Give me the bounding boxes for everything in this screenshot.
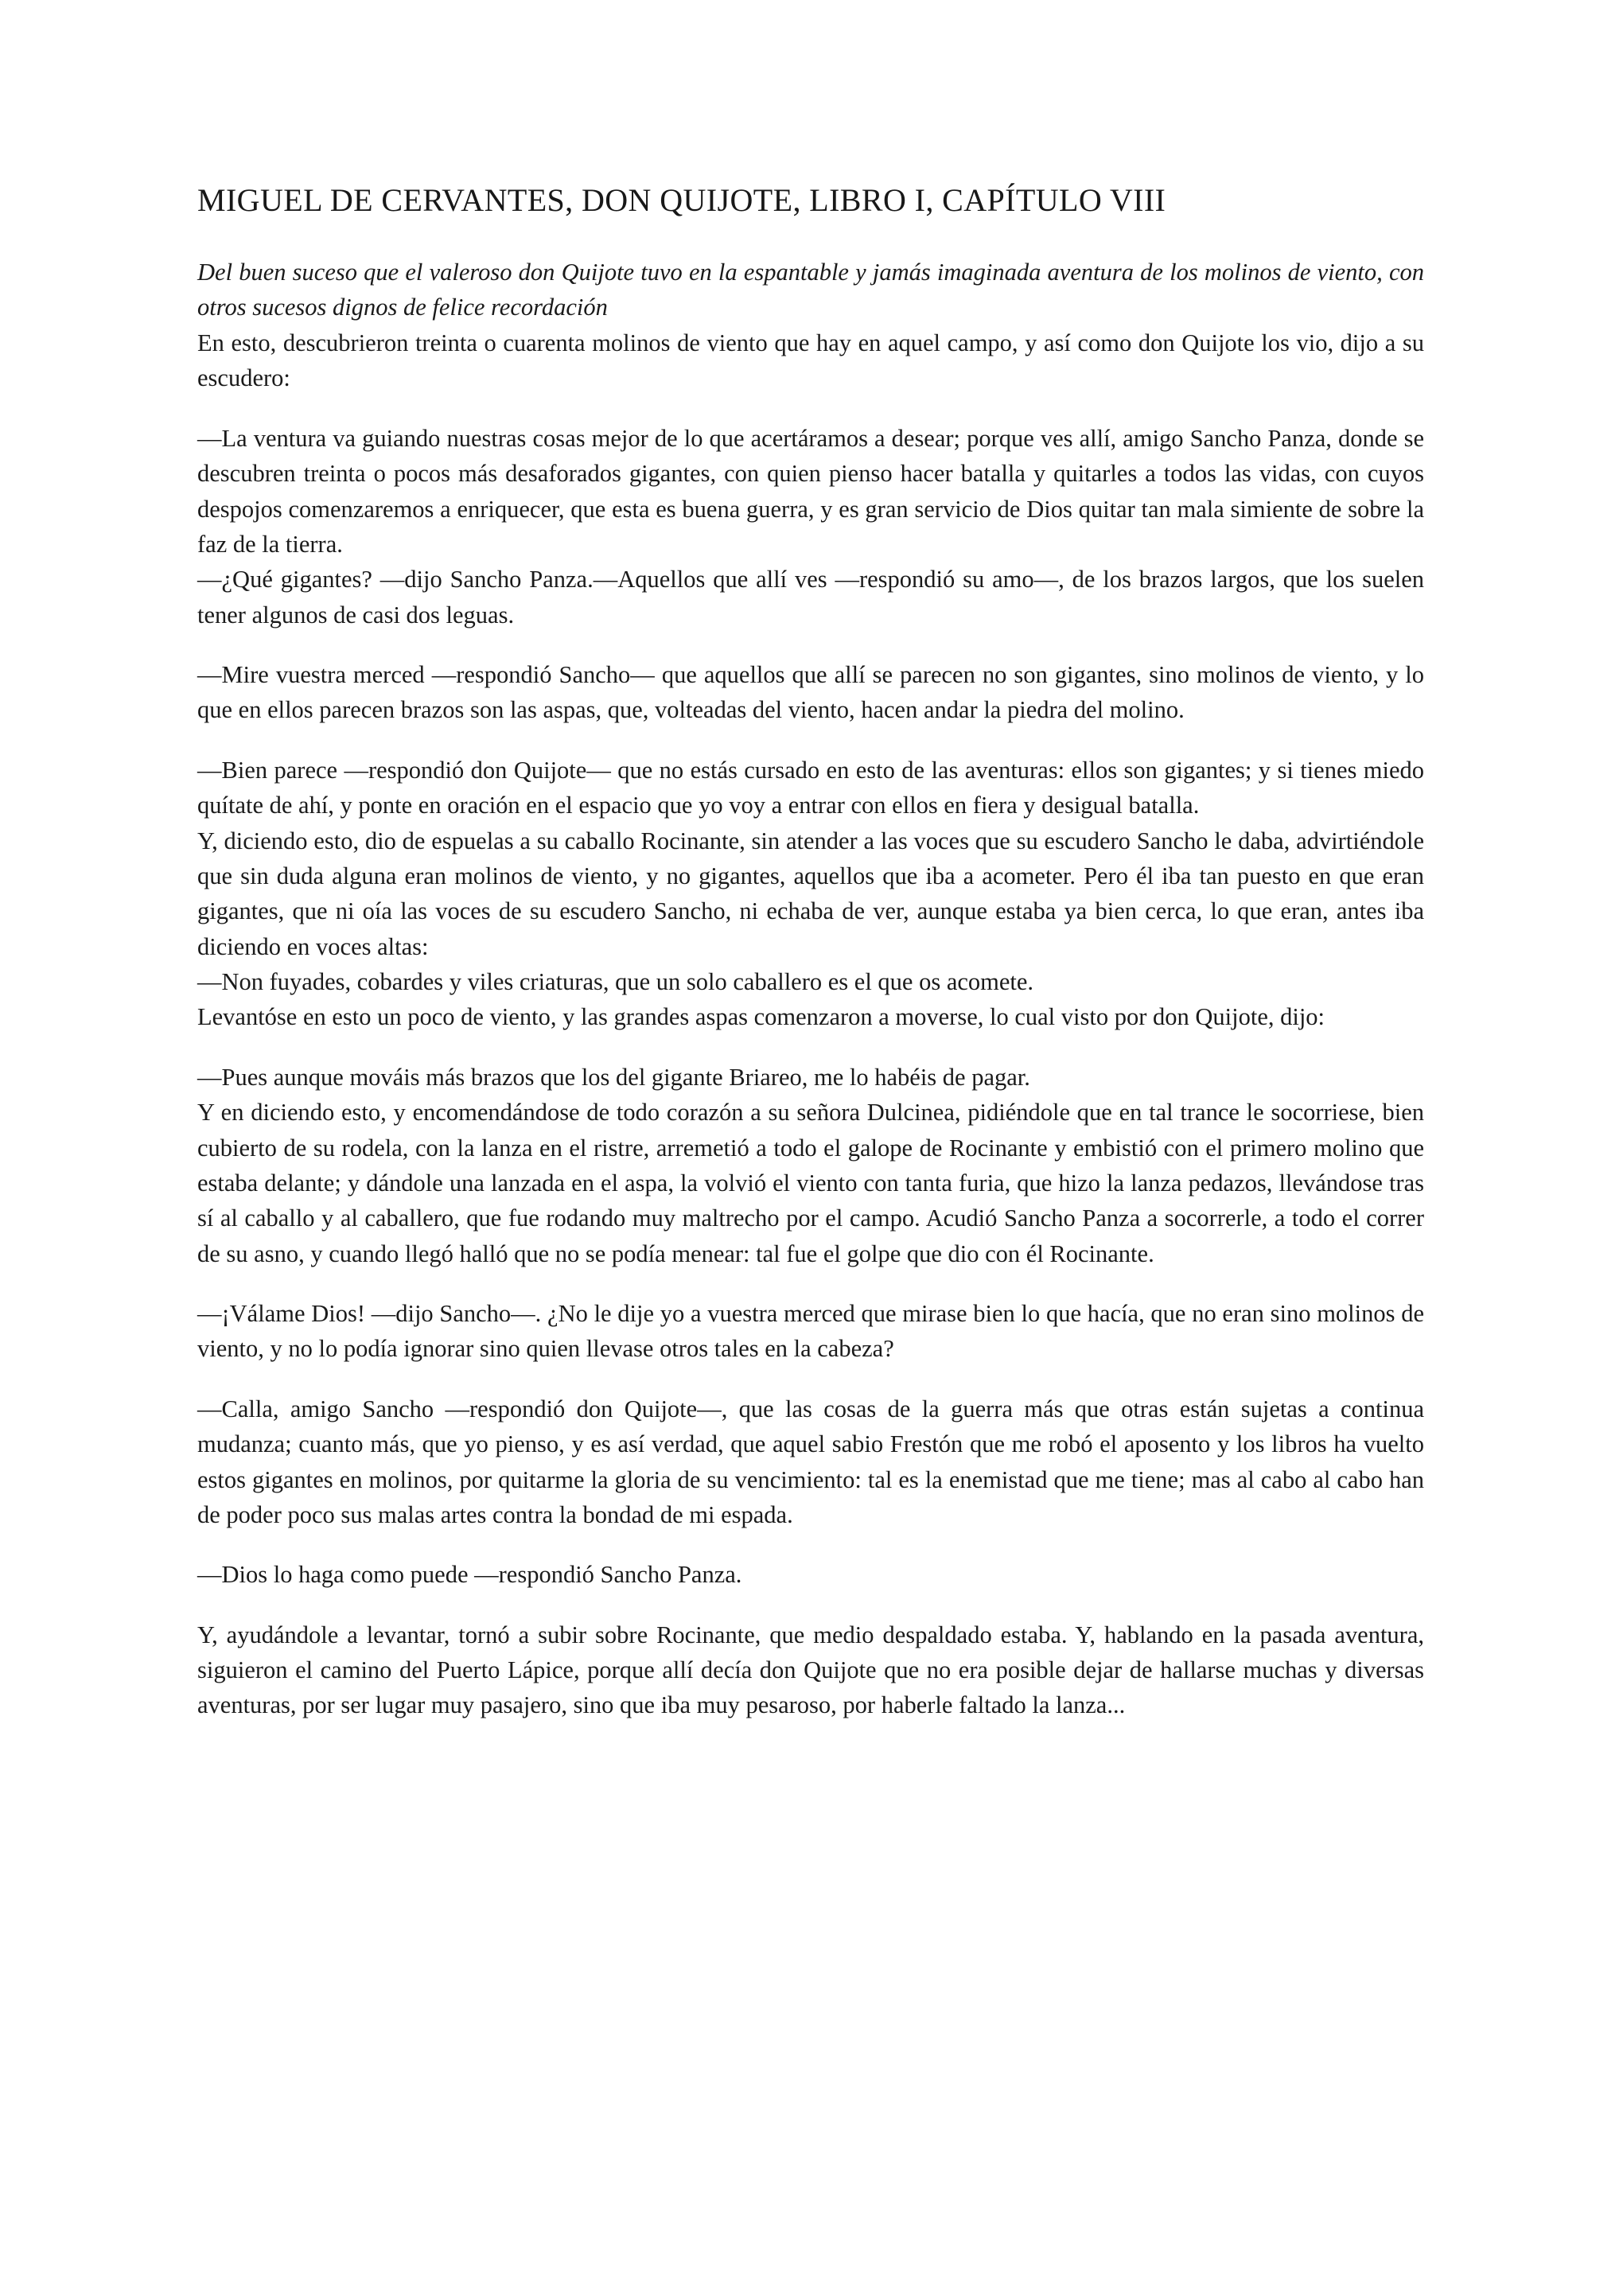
paragraph: —Pues aunque mováis más brazos que los del gigante Briareo, me lo habéis de pagar. <box>197 1063 1030 1091</box>
paragraph: —Bien parece —respondió don Quijote— que no estás cursado en esto de las aventuras: ellos son gigantes; y si tienes miedo quítate de ahí, y ponte en oración en el espacio que yo voy a entrar con ellos en fiera y desigual batalla. <box>197 756 1424 819</box>
paragraph: —Non fuyades, cobardes y viles criaturas, que un solo caballero es el que os acomete. <box>197 968 1034 995</box>
document-body <box>197 181 1424 1723</box>
paragraph: Levantóse en esto un poco de viento, y las grandes aspas comenzaron a moverse, lo cual visto por don Quijote, dijo: <box>197 1003 1325 1031</box>
paragraph: —¡Válame Dios! —dijo Sancho—. ¿No le dije yo a vuestra merced que mirase bien lo que hacía, que no eran sino molinos de viento, y no lo podía ignorar sino quien llevase otros tales en la cabeza? <box>197 1300 1424 1363</box>
paragraph: —¿Qué gigantes? —dijo Sancho Panza.—Aquellos que allí ves —respondió su amo—, de los brazos largos, que los suelen tener algunos de casi dos leguas. <box>197 566 1424 628</box>
paragraph: En esto, descubrieron treinta o cuarenta molinos de viento que hay en aquel campo, y así como don Quijote los vio, dijo a su escudero: <box>197 329 1424 392</box>
paragraph: Y, ayudándole a levantar, tornó a subir sobre Rocinante, que medio despaldado estaba. Y, hablando en la pasada aventura, siguieron el camino del Puerto Lápice, porque allí decía don Quijote que no era posible dejar de hallarse muchas y diversas aventuras, por ser lugar muy pasajero, sino que iba muy pesaroso, por haberle faltado la lanza... <box>197 1621 1424 1719</box>
paragraph: —Calla, amigo Sancho —respondió don Quijote—, que las cosas de la guerra más que otras están sujetas a continua mudanza; cuanto más, que yo pienso, y es así verdad, que aquel sabio Frestón que me robó el aposento y los libros ha vuelto estos gigantes en molinos, por quitarme la gloria de su vencimiento: tal es la enemistad que me tiene; mas al cabo al cabo han de poder poco sus malas artes contra la bondad de mi espada. <box>197 1395 1424 1528</box>
paragraph: —Dios lo haga como puede —respondió Sancho Panza. <box>197 1561 742 1589</box>
page-title: MIGUEL DE CERVANTES, DON QUIJOTE, LIBRO I, CAPÍTULO VIII <box>197 182 1166 218</box>
paragraph: Y, diciendo esto, dio de espuelas a su caballo Rocinante, sin atender a las voces que su escudero Sancho le daba, advirtiéndole que sin duda alguna eran molinos de viento, y no gigantes, aquellos que iba a acometer. Pero él iba tan puesto en que eran gigantes, que ni oía las voces de su escudero Sancho, ni echaba de ver, aunque estaba ya bien cerca, lo que eran, antes iba diciendo en voces altas: <box>197 827 1424 960</box>
paragraph: —Mire vuestra merced —respondió Sancho— que aquellos que allí se parecen no son gigantes, sino molinos de viento, y lo que en ellos parecen brazos son las aspas, que, volteadas del viento, hacen andar la piedra del molino. <box>197 661 1424 724</box>
chapter-subtitle: Del buen suceso que el valeroso don Quijote tuvo en la espantable y jamás imaginada aventura de los molinos de viento, con otros sucesos dignos de felice recordación <box>197 259 1424 321</box>
paragraph: Y en diciendo esto, y encomendándose de todo corazón a su señora Dulcinea, pidiéndole que en tal trance le socorriese, bien cubierto de su rodela, con la lanza en el ristre, arremetió a todo el galope de Rocinante y embistió con el primero molino que estaba delante; y dándole una lanzada en el aspa, la volvió el viento con tanta furia, que hizo la lanza pedazos, llevándose tras sí al caballo y al caballero, que fue rodando muy maltrecho por el campo. Acudió Sancho Panza a socorrerle, a todo el correr de su asno, y cuando llegó halló que no se podía menear: tal fue el golpe que dio con él Rocinante. <box>197 1099 1424 1267</box>
paragraph: —La ventura va guiando nuestras cosas mejor de lo que acertáramos a desear; porque ves allí, amigo Sancho Panza, donde se descubren treinta o pocos más desaforados gigantes, con quien pienso hacer batalla y quitarles a todos las vidas, con cuyos despojos comenzaremos a enriquecer, que esta es buena guerra, y es gran servicio de Dios quitar tan mala simiente de sobre la faz de la tierra. <box>197 424 1424 558</box>
